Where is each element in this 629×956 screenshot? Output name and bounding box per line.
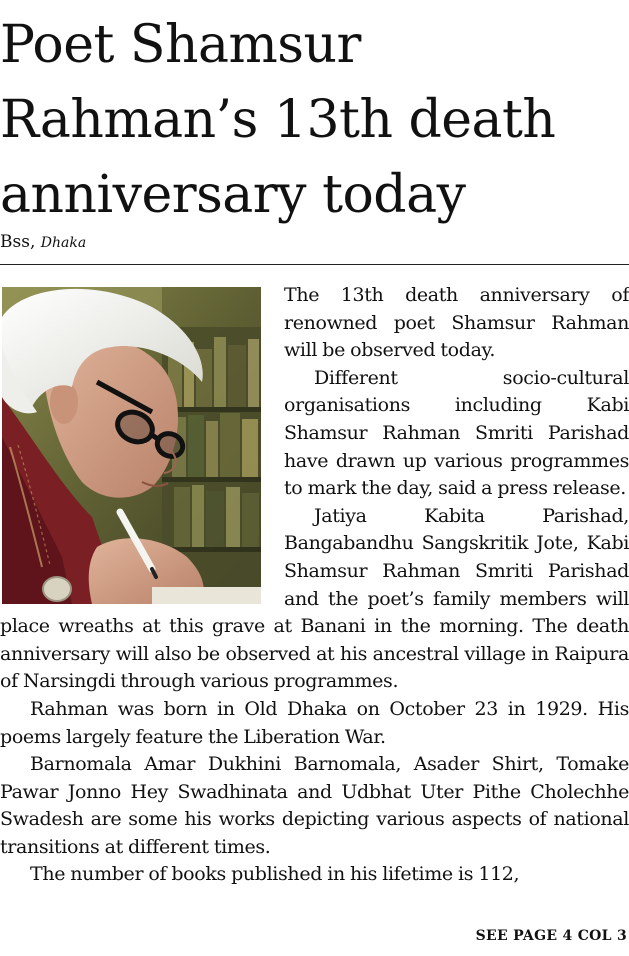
byline-city: Dhaka	[40, 235, 87, 251]
article-paragraph: The 13th death anniversary of renowned poet Shamsur Rahman will be observed today.	[284, 284, 629, 362]
continuation-jump-line: SEE PAGE 4 COL 3	[475, 928, 627, 944]
byline	[0, 230, 86, 255]
article-paragraph: Different socio-cultural organisations including Kabi Shamsur Rahman Smriti Parishad have drawn up various programmes to mark the day, said a press release.	[284, 366, 629, 500]
article-body	[0, 282, 629, 889]
headline	[0, 8, 629, 233]
byline-agency: Bss,	[0, 232, 36, 252]
headline-line: anniversary today	[0, 165, 466, 225]
byline-divider	[0, 264, 629, 265]
headline-line: Rahman’s 13th death	[0, 90, 556, 150]
article-paragraph: Jatiya Kabita Parishad, Bangabandhu Sangskritik Jote, Kabi Shamsur Rahman Smriti Parishad and the poet’s family members will place wreaths at this grave at Banani in the morning. The death anniversary will also be observed at his ancestral village in Raipura of Narsingdi through various programmes.	[0, 504, 629, 693]
headline-line: Poet Shamsur	[0, 15, 361, 75]
article-paragraph: Barnomala Amar Dukhini Barnomala, Asader Shirt, Tomake Pawar Jonno Hey Swadhinata and Udbhat Uter Pithe Cholechhe Swadesh are some his works depicting various aspects of national transitions at different times.	[0, 753, 629, 858]
article-paragraph: The number of books published in his lifetime is 112,	[30, 863, 520, 886]
article-paragraph: Rahman was born in Old Dhaka on October 23 in 1929. His poems largely feature the Liberation War.	[0, 697, 629, 748]
photo-wrap-space	[0, 282, 284, 602]
